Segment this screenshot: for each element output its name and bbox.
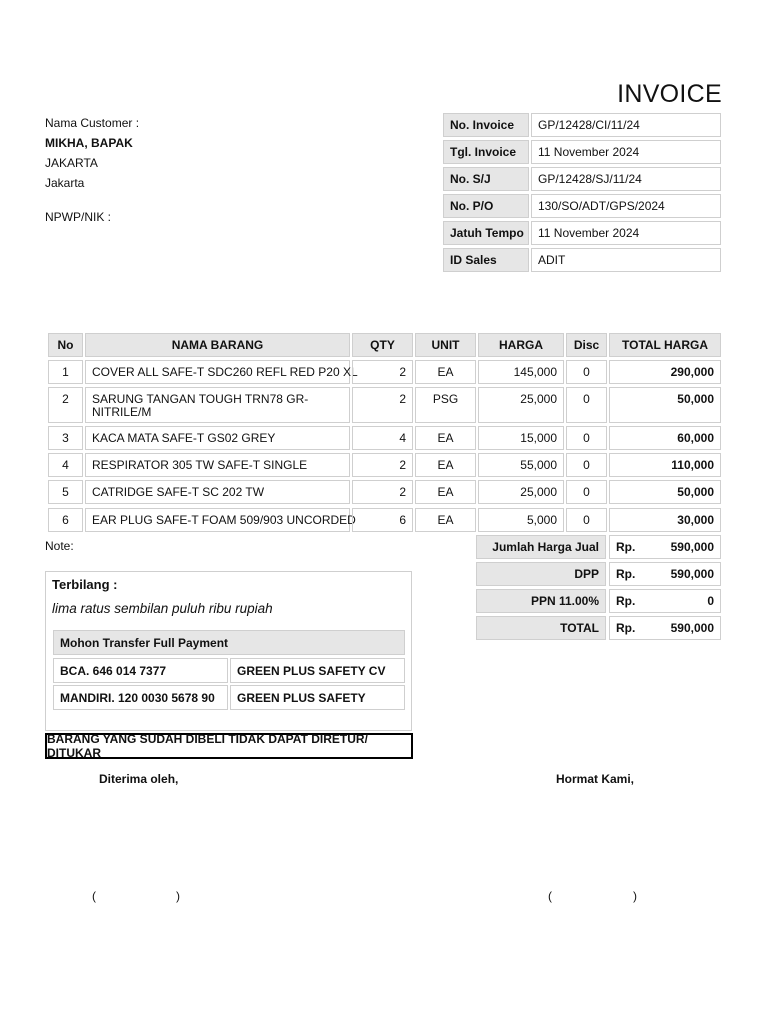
cell-no: 5 [48,480,83,504]
currency: Rp. [616,594,636,608]
cell-price: 145,000 [478,360,564,384]
signature-close-paren: ) [633,889,637,903]
customer-block [45,113,139,193]
cell-disc: 0 [566,453,607,477]
cell-item-name: EAR PLUG SAFE-T FOAM 509/903 UNCORDED [85,508,350,532]
cell-disc: 0 [566,426,607,450]
meta-value: GP/12428/SJ/11/24 [531,167,721,191]
table-row [0,480,768,504]
cell-qty: 2 [352,387,413,423]
cell-unit: PSG [415,387,476,423]
totals-label: Jumlah Harga Jual [476,535,606,559]
bank-account: MANDIRI. 120 0030 5678 90 [53,685,228,710]
cell-no: 4 [48,453,83,477]
col-header-disc: Disc [566,333,607,357]
npwp-label: NPWP/NIK : [45,210,112,224]
col-header-unit: UNIT [415,333,476,357]
signature-open-paren: ( [92,889,96,903]
customer-label: Nama Customer : [45,116,140,130]
cell-unit: EA [415,426,476,450]
totals-value-cell [609,562,721,586]
cell-no: 2 [48,387,83,423]
totals-label: DPP [476,562,606,586]
cell-disc: 0 [566,480,607,504]
bank-account: BCA. 646 014 7377 [53,658,228,683]
cell-item-name: KACA MATA SAFE-T GS02 GREY [85,426,350,450]
cell-price: 25,000 [478,387,564,423]
cell-qty: 2 [352,453,413,477]
cell-unit: EA [415,508,476,532]
bank-holder: GREEN PLUS SAFETY CV [230,658,405,683]
col-header-price: HARGA [478,333,564,357]
cell-total: 60,000 [609,426,721,450]
meta-value: GP/12428/CI/11/24 [531,113,721,137]
meta-label: No. Invoice [443,113,529,137]
terbilang-label: Terbilang : [52,577,118,592]
meta-label: ID Sales [443,248,529,272]
cell-unit: EA [415,453,476,477]
cell-no: 1 [48,360,83,384]
totals-label: TOTAL [476,616,606,640]
cell-total: 110,000 [609,453,721,477]
totals-value: 590,000 [670,567,714,581]
signature-open-paren: ( [548,889,552,903]
cell-qty: 2 [352,360,413,384]
col-header-no: No [48,333,83,357]
cell-price: 15,000 [478,426,564,450]
table-row [0,387,768,423]
meta-value: 11 November 2024 [531,140,721,164]
meta-value: 11 November 2024 [531,221,721,245]
cell-total: 50,000 [609,387,721,423]
totals-value: 0 [707,594,714,608]
received-by-label: Diterima oleh, [99,772,179,786]
totals-value-cell [609,589,721,613]
cell-price: 55,000 [478,453,564,477]
regards-label: Hormat Kami, [556,772,635,786]
totals-value: 590,000 [670,621,714,635]
meta-value: 130/SO/ADT/GPS/2024 [531,194,721,218]
currency: Rp. [616,540,636,554]
cell-disc: 0 [566,508,607,532]
cell-qty: 2 [352,480,413,504]
table-row [0,360,768,384]
cell-no: 3 [48,426,83,450]
cell-price: 5,000 [478,508,564,532]
customer-name: MIKHA, BAPAK [45,136,133,150]
customer-region: Jakarta [45,176,85,190]
terbilang-text: lima ratus sembilan puluh ribu rupiah [52,601,273,616]
signature-close-paren: ) [176,889,180,903]
customer-city: JAKARTA [45,156,98,170]
cell-item-name: CATRIDGE SAFE-T SC 202 TW [85,480,350,504]
cell-no: 6 [48,508,83,532]
table-row [0,453,768,477]
cell-price: 25,000 [478,480,564,504]
cell-item-name: COVER ALL SAFE-T SDC260 REFL RED P20 XL [85,360,350,384]
meta-label: Jatuh Tempo [443,221,529,245]
cell-disc: 0 [566,360,607,384]
totals-value-cell [609,616,721,640]
cell-item-name: RESPIRATOR 305 TW SAFE-T SINGLE [85,453,350,477]
totals-label: PPN 11.00% [476,589,606,613]
cell-disc: 0 [566,387,607,423]
transfer-label: Mohon Transfer Full Payment [53,630,405,655]
totals-value-cell [609,535,721,559]
meta-label: No. P/O [443,194,529,218]
table-row [0,508,768,532]
cell-qty: 4 [352,426,413,450]
meta-label: Tgl. Invoice [443,140,529,164]
totals-row-subtotal [0,535,768,559]
col-header-name: NAMA BARANG [85,333,350,357]
currency: Rp. [616,621,636,635]
meta-label: No. S/J [443,167,529,191]
table-row [0,426,768,450]
note-label: Note: [45,539,74,553]
cell-total: 290,000 [609,360,721,384]
items-table-header [0,333,768,357]
terbilang-box [45,571,412,731]
invoice-title: INVOICE [617,80,722,108]
cell-total: 30,000 [609,508,721,532]
cell-unit: EA [415,480,476,504]
currency: Rp. [616,567,636,581]
cell-unit: EA [415,360,476,384]
no-return-warning: BARANG YANG SUDAH DIBELI TIDAK DAPAT DIRETUR/ DITUKAR [45,733,413,759]
col-header-qty: QTY [352,333,413,357]
cell-qty: 6 [352,508,413,532]
bank-holder: GREEN PLUS SAFETY [230,685,405,710]
meta-value: ADIT [531,248,721,272]
col-header-total: TOTAL HARGA [609,333,721,357]
cell-item-name: SARUNG TANGAN TOUGH TRN78 GR-NITRILE/M [85,387,350,423]
cell-total: 50,000 [609,480,721,504]
totals-value: 590,000 [670,540,714,554]
